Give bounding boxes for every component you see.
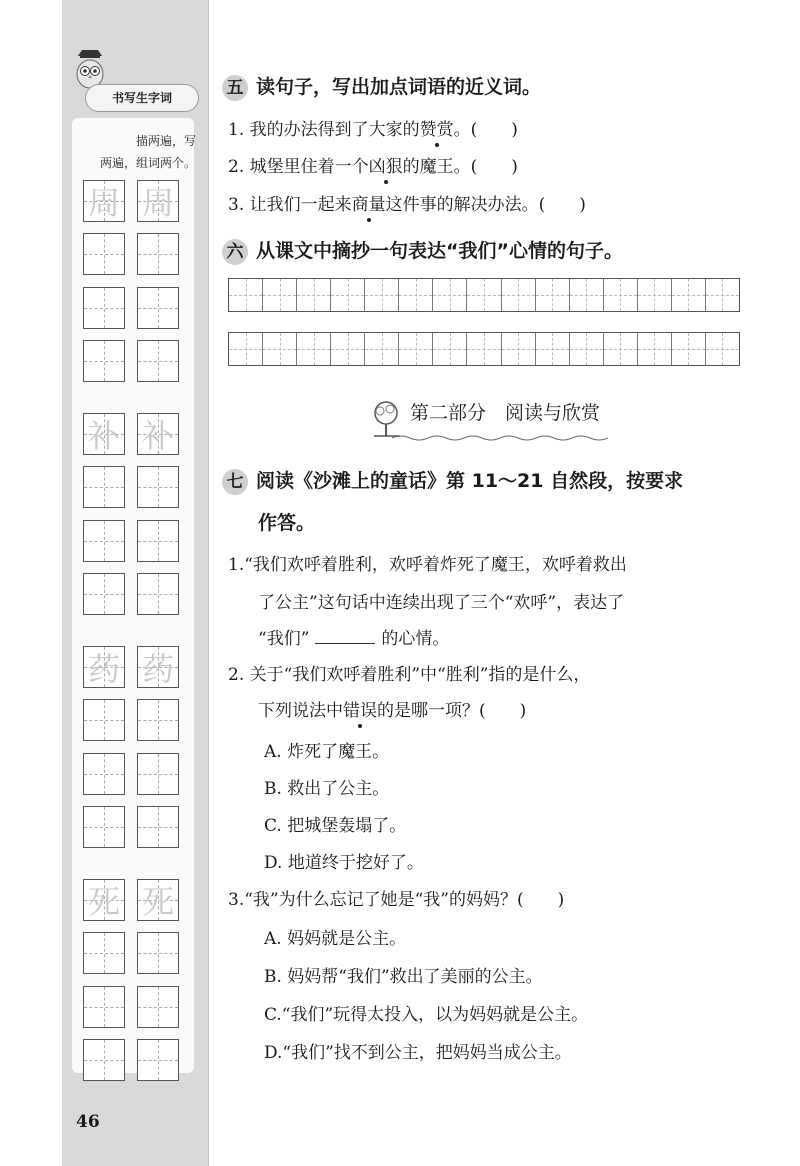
section5-item	[228, 115, 518, 140]
q3-option-c[interactable]: C.“我们”玩得太投入，以为妈妈就是公主。	[264, 1005, 589, 1025]
q1-line3-pre: “我们”	[258, 629, 310, 649]
dotted-word: 赞赏	[420, 115, 454, 140]
trace-cell	[137, 879, 179, 921]
q3-option-a[interactable]: A. 妈妈就是公主。	[264, 929, 407, 949]
q1-line3-post: 的心情。	[381, 629, 450, 649]
section7-heading	[222, 466, 683, 495]
section6-title: 从课文中摘抄一句表达“我们”心情的句子。	[256, 240, 623, 262]
trace-character: 药	[141, 650, 174, 688]
q2-option-d[interactable]: D. 地道终于挖好了。	[264, 853, 424, 873]
writing-cell[interactable]	[137, 699, 179, 741]
trace-cell	[83, 646, 125, 688]
q1-line3	[258, 624, 449, 649]
section5-heading	[222, 72, 541, 101]
writing-cell[interactable]	[83, 699, 125, 741]
q2-line2-pre: 下列说法中	[258, 701, 343, 721]
copy-writing-grid-row[interactable]	[228, 332, 740, 366]
writing-cell[interactable]	[137, 806, 179, 848]
writing-cell[interactable]	[137, 287, 179, 329]
writing-cell[interactable]	[137, 233, 179, 275]
q1-line2: 了公主”这句话中连续出现了三个“欢呼”，表达了	[258, 593, 625, 613]
answer-blank[interactable]: 的魔王。( )	[402, 157, 518, 177]
trace-cell	[83, 413, 125, 455]
item-number: 1.	[228, 120, 245, 140]
item-number: 2.	[228, 157, 245, 177]
writing-cell[interactable]	[137, 932, 179, 974]
q2-option-a[interactable]: A. 炸死了魔王。	[264, 742, 390, 762]
item-text: 让我们一起来	[249, 195, 352, 215]
writing-cell[interactable]	[83, 1039, 125, 1081]
q2-option-b[interactable]: B. 救出了公主。	[264, 779, 390, 799]
trace-character: 药	[87, 650, 120, 688]
section-number-badge: 七	[222, 469, 248, 495]
section5-item	[228, 152, 518, 177]
q3-option-d[interactable]: D.“我们”找不到公主，把妈妈当成公主。	[264, 1043, 572, 1063]
fill-in-blank[interactable]	[315, 629, 375, 644]
section7-title-line1: 阅读《沙滩上的童话》第 11～21 自然段，按要求	[256, 470, 684, 492]
item-text: 我的办法得到了大家的	[249, 120, 420, 140]
writing-cell[interactable]	[137, 753, 179, 795]
writing-cell[interactable]	[83, 986, 125, 1028]
writing-cell[interactable]	[137, 1039, 179, 1081]
section-number-badge: 六	[222, 239, 248, 265]
trace-character: 周	[87, 184, 120, 222]
writing-cell[interactable]	[83, 753, 125, 795]
q1-line1: 1.“我们欢呼着胜利，欢呼着炸死了魔王，欢呼着救出	[228, 555, 627, 575]
q2-line1: 2. 关于“我们欢呼着胜利”中“胜利”指的是什么，	[228, 665, 591, 685]
section-number-badge: 五	[222, 75, 248, 101]
q2-line2	[258, 696, 526, 721]
section5-title: 读句子，写出加点词语的近义词。	[256, 76, 542, 98]
trace-character: 死	[87, 883, 120, 921]
writing-cell[interactable]	[83, 340, 125, 382]
wavy-underline-decoration	[392, 434, 608, 442]
writing-cell[interactable]	[83, 287, 125, 329]
sidebar-instruction-line2: 两遍，组词两个。	[99, 156, 196, 170]
sidebar-title: 书写生字词	[85, 84, 199, 112]
q3-line1: 3.“我”为什么忘记了她是“我”的妈妈？( )	[228, 890, 565, 910]
section5-item	[228, 190, 586, 215]
answer-blank[interactable]: 的是哪一项？( )	[377, 701, 527, 721]
trace-character: 补	[141, 417, 174, 455]
writing-cell[interactable]	[83, 233, 125, 275]
section6-heading	[222, 236, 623, 265]
copy-writing-grid-row[interactable]	[228, 278, 740, 312]
writing-cell[interactable]	[83, 573, 125, 615]
trace-cell	[83, 180, 125, 222]
q2-option-c[interactable]: C. 把城堡轰塌了。	[264, 816, 407, 836]
writing-cell[interactable]	[83, 932, 125, 974]
trace-cell	[137, 180, 179, 222]
q3-option-b[interactable]: B. 妈妈帮“我们”救出了美丽的公主。	[264, 967, 543, 987]
writing-cell[interactable]	[137, 340, 179, 382]
trace-character: 补	[87, 417, 120, 455]
page-number: 46	[76, 1112, 100, 1132]
item-text: 城堡里住着一个	[249, 157, 369, 177]
item-number: 3.	[228, 195, 245, 215]
answer-blank[interactable]: 。( )	[453, 120, 518, 140]
trace-character: 周	[141, 184, 174, 222]
dotted-word: 商量	[352, 190, 386, 215]
trace-cell	[137, 646, 179, 688]
trace-cell	[83, 879, 125, 921]
trace-cell	[137, 413, 179, 455]
writing-cell[interactable]	[137, 466, 179, 508]
sidebar-instruction-line1: 描两遍，写	[135, 134, 196, 148]
writing-cell[interactable]	[83, 520, 125, 562]
dotted-word: 凶狠	[369, 152, 403, 177]
writing-cell[interactable]	[83, 806, 125, 848]
writing-cell[interactable]	[137, 520, 179, 562]
writing-cell[interactable]	[83, 466, 125, 508]
trace-character: 死	[141, 883, 174, 921]
writing-cell[interactable]	[137, 986, 179, 1028]
part2-title: 第二部分 阅读与欣赏	[410, 402, 601, 424]
dotted-word: 错误	[343, 696, 377, 721]
section7-title-line2: 作答。	[258, 512, 316, 534]
writing-cell[interactable]	[137, 573, 179, 615]
answer-blank[interactable]: 这件事的解决办法。( )	[385, 195, 586, 215]
